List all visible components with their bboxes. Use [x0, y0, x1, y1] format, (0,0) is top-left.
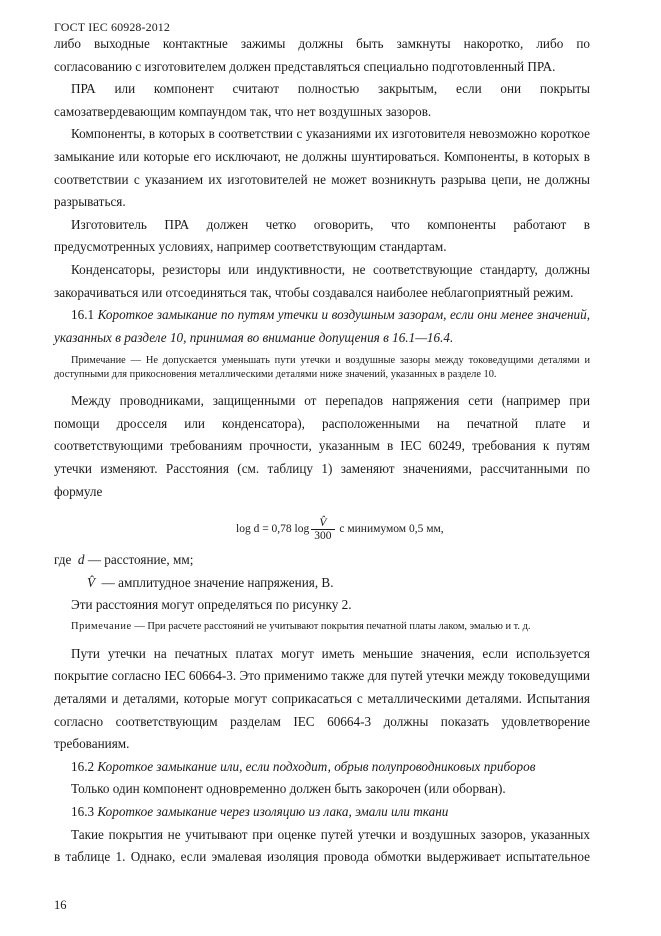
- section-16-2: [54, 756, 590, 779]
- formula-fraction: [311, 517, 334, 542]
- section-number: 16.3: [71, 804, 95, 820]
- paragraph-line: самозатвердевающим компаундом так, что нет воздушных зазоров.: [54, 103, 432, 119]
- where-d-text: — расстояние, мм;: [87, 552, 194, 568]
- section-number: 16.2: [71, 758, 95, 774]
- section-title: Короткое замыкание через изоляцию из лака, эмали или ткани: [97, 804, 449, 820]
- paragraph-line: в таблице 1. Однако, если эмалевая изоляция провода обмотки выдерживает испытательное: [54, 849, 590, 865]
- formula-denominator: 300: [314, 530, 332, 543]
- section-title: Короткое замыкание по путям утечки и воздушным зазорам, если они менее значений, указанных в разделе 10, принимая во внимание допущения в 16.1—16.4.: [54, 307, 591, 345]
- paragraph-line: предусмотренных условиях, например соответствующим стандартам.: [54, 239, 447, 255]
- paragraph-line: Изготовитель ПРА должен четко оговорить, что компоненты работают в: [71, 216, 590, 232]
- where-lead: где: [54, 552, 72, 568]
- section-title: Короткое замыкание или, если подходит, обрыв полупроводниковых приборов: [97, 758, 536, 774]
- paragraph: Компоненты, в которых в соответствии с указаниями их изготовителя невозможно короткое замыкание или которые его исключают, не должны шунтироваться. Компоненты, в которых в соответствии с указанием их изготовителей не может возникнуть разрыва цепи, не должны разрываться.: [54, 126, 590, 210]
- page-number: 16: [54, 898, 67, 912]
- document-header: ГОСТ IEC 60928-2012: [54, 20, 171, 34]
- section-number: 16.1: [71, 307, 95, 323]
- paragraph: Пути утечки на печатных платах могут иметь меньшие значения, если используется покрытие согласно IEC 60664-3. Это применимо также для путей утечки между токоведущими деталями и деталями, которые могут соприкасаться с металлическими деталями. Испытания согласно соответствующим разделам IEC 60664-3 должны показать удовлетворение требованиям.: [54, 645, 590, 752]
- note-text: — При расчете расстояний не учитывают покрытия печатной платы лаком, эмалью и т. д.: [131, 620, 531, 632]
- symbol-v: V̂: [87, 574, 96, 590]
- section-16-3: [54, 801, 590, 824]
- symbol-d: d: [77, 552, 85, 568]
- where-v: [54, 572, 590, 595]
- formula-numerator: V̂: [311, 517, 334, 530]
- paragraph: Между проводниками, защищенными от перепадов напряжения сети (например при помощи дросселя или конденсатора), расположенными на печатной плате и соответствующими требованиям прочности, указанным в IEC 60249, требования к путям утечки изменяют. Расстояния (см. таблицу 1) заменяют значениями, рассчитанными по формуле: [54, 393, 590, 499]
- note-2: [54, 620, 590, 634]
- paragraph-line: согласованию с изготовителем должен представляться специально подготовленный ПРА.: [54, 58, 556, 74]
- where-v-text: — амплитудное значение напряжения, В.: [101, 574, 334, 590]
- paragraph: Только один компонент одновременно должен быть закорочен (или оборван).: [71, 781, 506, 797]
- note-label: Примечание: [71, 620, 132, 632]
- paragraph-line: Такие покрытия не учитывают при оценке путей утечки и воздушных зазоров, указанных: [71, 826, 590, 842]
- paragraph: Конденсаторы, резисторы или индуктивности, не соответствующие стандарту, должны закорачиваться или отсоединяться так, чтобы создавался наиболее неблагоприятный режим.: [54, 261, 590, 300]
- section-16-1: [54, 304, 590, 349]
- formula-suffix: с минимумом 0,5 мм,: [339, 523, 444, 536]
- formula-lhs: log d = 0,78 log: [236, 523, 310, 536]
- note-1: Примечание — Не допускается уменьшать пути утечки и воздушные зазоры между токоведущими деталями и доступными для прикосновения металлическими деталями ниже значений, указанных в разделе 10.: [54, 355, 590, 380]
- paragraph-line: либо выходные контактные зажимы должны быть замкнуты накоротко, либо по: [54, 36, 590, 51]
- paragraph: Эти расстояния могут определяться по рисунку 2.: [71, 597, 352, 613]
- page-body: [54, 33, 590, 869]
- formula: [54, 509, 590, 547]
- paragraph-line: ПРА или компонент считают полностью закрытым, если они покрыты: [71, 81, 590, 97]
- where-d: [54, 549, 590, 572]
